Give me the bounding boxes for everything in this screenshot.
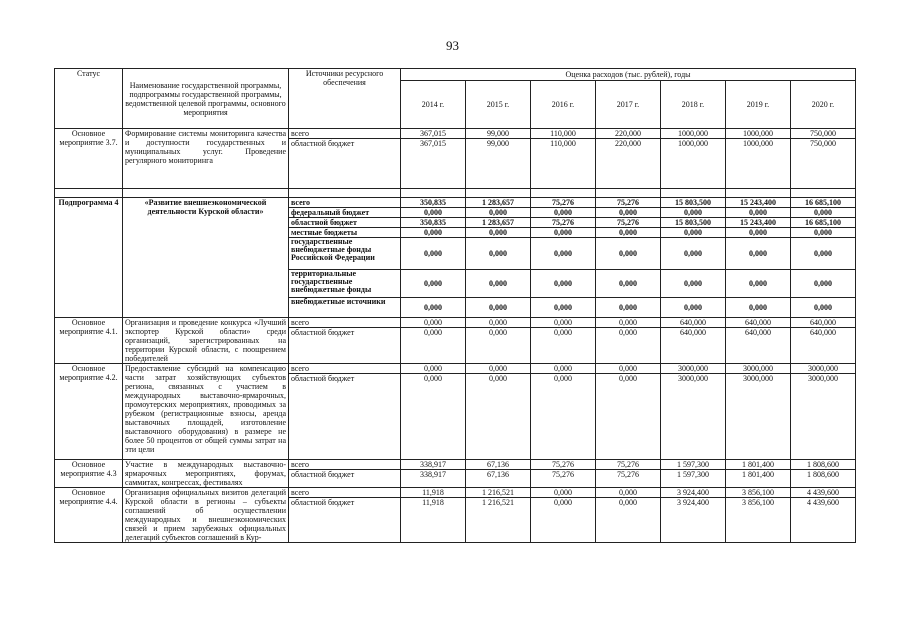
value-cell: 0,000	[661, 228, 726, 238]
source-cell: областной бюджет	[289, 218, 401, 228]
value-cell: 75,276	[531, 460, 596, 470]
source-cell: областной бюджет	[289, 374, 401, 460]
value-cell: 640,000	[726, 328, 791, 364]
value-cell: 0,000	[401, 364, 466, 374]
value-cell: 0,000	[596, 298, 661, 318]
value-cell: 0,000	[401, 270, 466, 298]
source-cell: областной бюджет	[289, 498, 401, 543]
value-cell: 3000,000	[661, 374, 726, 460]
header-status: Статус	[55, 69, 123, 129]
value-cell: 0,000	[531, 318, 596, 328]
value-cell: 3 856,100	[726, 498, 791, 543]
value-cell: 220,000	[596, 129, 661, 139]
table-row	[55, 318, 856, 328]
year-header: 2020 г.	[791, 81, 856, 129]
value-cell: 15 803,500	[661, 218, 726, 228]
year-header: 2018 г.	[661, 81, 726, 129]
value-cell: 0,000	[531, 374, 596, 460]
source-cell: всего	[289, 318, 401, 328]
value-cell: 3000,000	[726, 364, 791, 374]
value-cell: 0,000	[531, 364, 596, 374]
value-cell: 15 803,500	[661, 198, 726, 208]
value-cell: 3000,000	[791, 364, 856, 374]
value-cell: 0,000	[791, 228, 856, 238]
row-status: Основное мероприятие 4.2.	[55, 364, 123, 460]
value-cell: 640,000	[661, 318, 726, 328]
value-cell: 0,000	[596, 270, 661, 298]
value-cell: 0,000	[531, 270, 596, 298]
source-cell: всего	[289, 460, 401, 470]
value-cell: 0,000	[401, 238, 466, 270]
value-cell: 110,000	[531, 129, 596, 139]
header-name: Наименование государственной программы, подпрограммы государственной программы, ведомственной целевой программы, основного мероприятия	[123, 69, 289, 129]
value-cell: 75,276	[596, 218, 661, 228]
value-cell: 640,000	[791, 318, 856, 328]
value-cell: 0,000	[661, 270, 726, 298]
value-cell: 16 685,100	[791, 218, 856, 228]
value-cell: 338,917	[401, 460, 466, 470]
row-name: Формирование системы мониторинга качества и доступности государственных и муниципальных услуг. Проведение регулярного мониторинга	[123, 129, 289, 189]
value-cell: 99,000	[466, 139, 531, 189]
header-sources: Источники ресурсного обеспечения	[289, 69, 401, 129]
value-cell: 0,000	[401, 318, 466, 328]
value-cell: 3000,000	[661, 364, 726, 374]
value-cell: 0,000	[401, 228, 466, 238]
value-cell: 0,000	[466, 238, 531, 270]
value-cell: 0,000	[726, 208, 791, 218]
source-cell: внебюджетные источники	[289, 298, 401, 318]
source-cell: всего	[289, 129, 401, 139]
value-cell: 338,917	[401, 470, 466, 488]
table-row	[55, 198, 856, 208]
value-cell: 75,276	[531, 218, 596, 228]
value-cell: 220,000	[596, 139, 661, 189]
value-cell: 1000,000	[661, 129, 726, 139]
value-cell: 350,835	[401, 198, 466, 208]
table-row	[55, 460, 856, 470]
value-cell: 4 439,600	[791, 488, 856, 498]
value-cell: 0,000	[596, 498, 661, 543]
value-cell: 15 243,400	[726, 198, 791, 208]
value-cell: 0,000	[791, 270, 856, 298]
header-row	[55, 69, 856, 81]
value-cell: 0,000	[596, 238, 661, 270]
table-row	[55, 364, 856, 374]
value-cell: 0,000	[791, 298, 856, 318]
value-cell: 15 243,400	[726, 218, 791, 228]
value-cell: 0,000	[401, 298, 466, 318]
value-cell: 0,000	[596, 208, 661, 218]
value-cell: 1 283,657	[466, 218, 531, 228]
value-cell: 0,000	[596, 488, 661, 498]
value-cell: 16 685,100	[791, 198, 856, 208]
value-cell: 367,015	[401, 129, 466, 139]
value-cell: 0,000	[596, 364, 661, 374]
value-cell: 0,000	[466, 364, 531, 374]
value-cell: 110,000	[531, 139, 596, 189]
row-status: Подпрограмма 4	[55, 198, 123, 318]
year-header: 2014 г.	[401, 81, 466, 129]
value-cell: 1 808,600	[791, 470, 856, 488]
source-cell: государственные внебюджетные фонды Российской Федерации	[289, 238, 401, 270]
value-cell: 75,276	[531, 198, 596, 208]
value-cell: 3000,000	[791, 374, 856, 460]
value-cell: 3000,000	[726, 374, 791, 460]
row-name: Организация и проведение конкурса «Лучший экспортер Курской области» среди организаций, зарегистрированных на территории Курской области, с поощрением победителей	[123, 318, 289, 364]
value-cell: 0,000	[596, 318, 661, 328]
source-cell: территориальные государственные внебюджетные фонды	[289, 270, 401, 298]
value-cell: 640,000	[661, 328, 726, 364]
value-cell: 75,276	[596, 198, 661, 208]
value-cell: 0,000	[596, 228, 661, 238]
value-cell: 0,000	[791, 238, 856, 270]
value-cell: 75,276	[596, 470, 661, 488]
value-cell: 0,000	[726, 298, 791, 318]
value-cell: 0,000	[726, 270, 791, 298]
value-cell: 67,136	[466, 470, 531, 488]
value-cell: 0,000	[531, 228, 596, 238]
value-cell: 75,276	[596, 460, 661, 470]
budget-table	[54, 68, 856, 543]
year-header: 2016 г.	[531, 81, 596, 129]
value-cell: 0,000	[531, 298, 596, 318]
value-cell: 11,918	[401, 498, 466, 543]
value-cell: 750,000	[791, 129, 856, 139]
value-cell: 3 924,400	[661, 488, 726, 498]
value-cell: 0,000	[661, 238, 726, 270]
value-cell: 0,000	[531, 488, 596, 498]
value-cell: 0,000	[661, 208, 726, 218]
value-cell: 1000,000	[661, 139, 726, 189]
value-cell: 0,000	[466, 318, 531, 328]
value-cell: 0,000	[531, 328, 596, 364]
value-cell: 0,000	[596, 328, 661, 364]
value-cell: 67,136	[466, 460, 531, 470]
value-cell: 75,276	[531, 470, 596, 488]
source-cell: всего	[289, 488, 401, 498]
year-header: 2017 г.	[596, 81, 661, 129]
value-cell: 1 216,521	[466, 488, 531, 498]
value-cell: 0,000	[791, 208, 856, 218]
value-cell: 0,000	[466, 270, 531, 298]
source-cell: областной бюджет	[289, 139, 401, 189]
source-cell: местные бюджеты	[289, 228, 401, 238]
row-name: Организация официальных визитов делегаций Курской области в регионы – субъекты соглашений об осуществлении международных и внешнеэкономических связей и прием зарубежных официальных делегаций субъектов соглашений в Кур-	[123, 488, 289, 543]
row-status: Основное мероприятие 4.4.	[55, 488, 123, 543]
value-cell: 350,835	[401, 218, 466, 228]
value-cell: 1 216,521	[466, 498, 531, 543]
value-cell: 11,918	[401, 488, 466, 498]
row-name: «Развитие внешнеэкономической деятельности Курской области»	[123, 198, 289, 318]
value-cell: 0,000	[596, 374, 661, 460]
value-cell: 0,000	[531, 498, 596, 543]
value-cell: 0,000	[466, 208, 531, 218]
row-status: Основное мероприятие 4.1.	[55, 318, 123, 364]
value-cell: 1000,000	[726, 129, 791, 139]
value-cell: 750,000	[791, 139, 856, 189]
value-cell: 1 801,400	[726, 470, 791, 488]
page-number: 93	[446, 38, 459, 53]
value-cell: 640,000	[726, 318, 791, 328]
value-cell: 367,015	[401, 139, 466, 189]
row-status: Основное мероприятие 3.7.	[55, 129, 123, 189]
value-cell: 1000,000	[726, 139, 791, 189]
value-cell: 3 856,100	[726, 488, 791, 498]
table-row	[55, 488, 856, 498]
source-cell: областной бюджет	[289, 328, 401, 364]
value-cell: 0,000	[531, 208, 596, 218]
value-cell: 0,000	[466, 228, 531, 238]
value-cell: 0,000	[401, 208, 466, 218]
value-cell: 0,000	[401, 374, 466, 460]
value-cell: 640,000	[791, 328, 856, 364]
source-cell: всего	[289, 364, 401, 374]
value-cell: 1 597,300	[661, 460, 726, 470]
value-cell: 0,000	[726, 228, 791, 238]
value-cell: 0,000	[661, 298, 726, 318]
source-cell: всего	[289, 198, 401, 208]
value-cell: 0,000	[466, 374, 531, 460]
row-status: Основное мероприятие 4.3	[55, 460, 123, 488]
value-cell: 0,000	[466, 328, 531, 364]
value-cell: 1 283,657	[466, 198, 531, 208]
source-cell: федеральный бюджет	[289, 208, 401, 218]
value-cell: 1 597,300	[661, 470, 726, 488]
value-cell: 1 801,400	[726, 460, 791, 470]
value-cell: 0,000	[726, 238, 791, 270]
value-cell: 4 439,600	[791, 498, 856, 543]
spacer-row	[55, 189, 856, 198]
row-name: Предоставление субсидий на компенсацию части затрат хозяйствующих субъектов региона, связанных с участием в международных выставочно-ярмарочных, промоутерских мероприятиях, проводимых за рубежом (регистрационные взносы, аренда выставочных площадей, изготовление выставочного оборудования) в размере не более 50 процентов от общей суммы затрат на эти цели	[123, 364, 289, 460]
value-cell: 1 808,600	[791, 460, 856, 470]
value-cell: 99,000	[466, 129, 531, 139]
value-cell: 0,000	[531, 238, 596, 270]
year-header: 2019 г.	[726, 81, 791, 129]
year-header: 2015 г.	[466, 81, 531, 129]
value-cell: 0,000	[466, 298, 531, 318]
table-row	[55, 129, 856, 139]
header-estimate: Оценка расходов (тыс. рублей), годы	[401, 69, 856, 81]
source-cell: областной бюджет	[289, 470, 401, 488]
row-name: Участие в международных выставочно-ярмарочных мероприятиях, форумах, саммитах, конгрессах, фестивалях	[123, 460, 289, 488]
value-cell: 0,000	[401, 328, 466, 364]
value-cell: 3 924,400	[661, 498, 726, 543]
